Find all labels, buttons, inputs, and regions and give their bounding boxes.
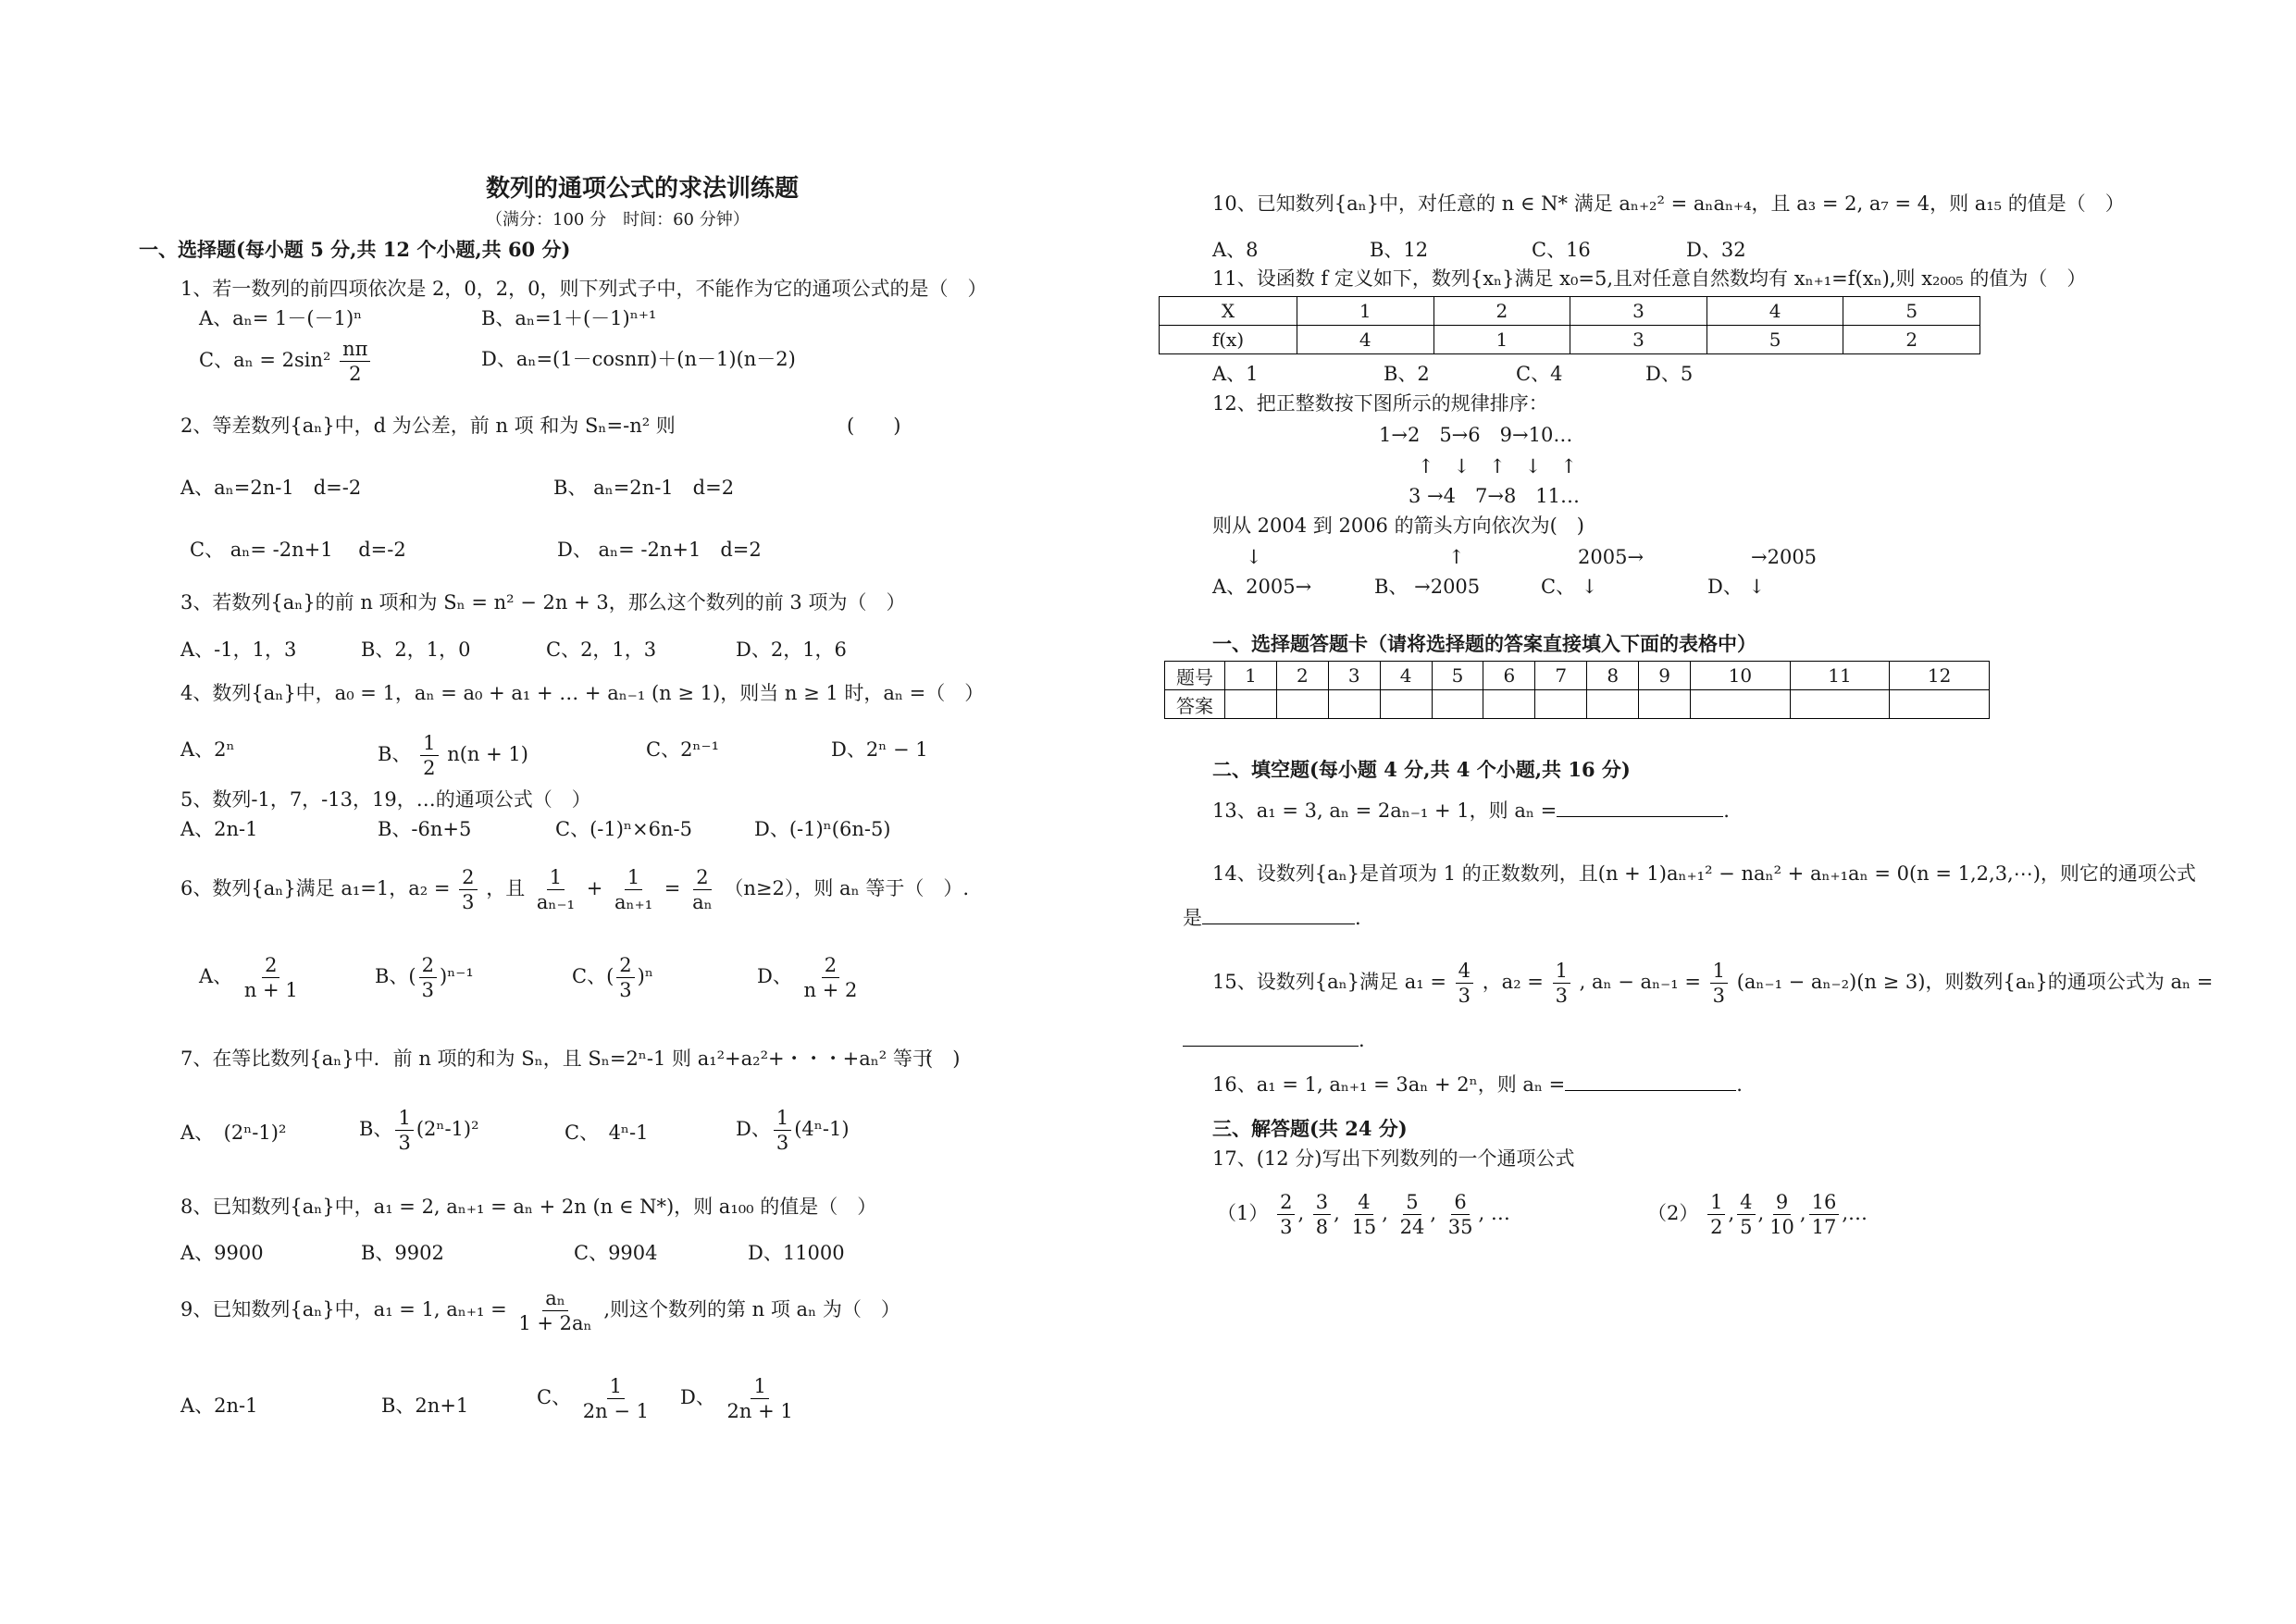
answer-cell-8[interactable] xyxy=(1587,690,1639,719)
answer-cell-2[interactable] xyxy=(1276,690,1328,719)
q17-p1-ellipsis: … xyxy=(1490,1202,1510,1224)
table-cell: 7 xyxy=(1535,662,1587,690)
q7-option-b-text: (2ⁿ-1)² xyxy=(416,1118,479,1140)
q6-stem-post: （n≥2），则 aₙ 等于（ ）. xyxy=(724,877,970,899)
table-cell: 6 xyxy=(1483,662,1535,690)
q4-option-b-fraction: $\frac{1}{2}$ xyxy=(420,731,438,780)
q2-option-c: C、 aₙ= -2n+1 d=-2 xyxy=(190,539,406,561)
q15-a1-fraction: $\frac{4}{3}$ xyxy=(1456,959,1473,1008)
q6-option-a xyxy=(199,953,304,1002)
q16 xyxy=(1212,1072,1743,1097)
q2-paren: ( ) xyxy=(847,415,901,437)
q7-option-d-label: D、 xyxy=(736,1118,771,1140)
table-cell: 10 xyxy=(1691,662,1791,690)
answer-cell-9[interactable] xyxy=(1639,690,1691,719)
q16-answer-blank[interactable] xyxy=(1565,1072,1736,1091)
q9-option-c xyxy=(537,1374,654,1423)
q15-k-fraction: $\frac{1}{3}$ xyxy=(1710,959,1728,1008)
q9-option-d-fraction: $\frac{1}{2n + 1}$ xyxy=(726,1375,793,1422)
q11-option-a: A、1 xyxy=(1212,363,1259,385)
q2-option-b: B、 aₙ=2n-1 d=2 xyxy=(553,477,735,499)
table-cell: 2 xyxy=(1843,326,1980,354)
q6-option-c-label: C、( xyxy=(572,965,614,987)
answer-cell-7[interactable] xyxy=(1535,690,1587,719)
q9-option-b: B、2n+1 xyxy=(381,1395,469,1417)
q6-option-d xyxy=(757,953,863,1002)
section-fill-heading: 二、填空题(每小题 4 分,共 4 个小题,共 16 分) xyxy=(1212,758,1631,781)
q4-option-d: D、2ⁿ − 1 xyxy=(831,738,928,761)
table-row xyxy=(1165,662,1990,690)
q12-question: 则从 2004 到 2006 的箭头方向依次为( ) xyxy=(1212,514,1584,537)
q5-option-a: A、2n-1 xyxy=(180,818,258,840)
q12-pattern-arrows: ↑ ↓ ↑ ↓ ↑ xyxy=(1418,455,1577,477)
answer-cell-10[interactable] xyxy=(1691,690,1791,719)
q6-option-d-fraction: $\frac{2}{n + 2}$ xyxy=(803,954,858,1001)
q9-fraction: $\frac{\text{aₙ}}{\text{1 + 2aₙ}}$ xyxy=(518,1287,592,1334)
q3-option-d: D、2，1，6 xyxy=(736,638,847,661)
q17-p2-term-2: $\frac{4}{5}$ xyxy=(1737,1190,1755,1239)
table-cell: 4 xyxy=(1706,297,1843,326)
table-row xyxy=(1165,690,1990,719)
q7-paren: ( ) xyxy=(925,1048,961,1070)
table-cell: 5 xyxy=(1706,326,1843,354)
table-cell: 3 xyxy=(1328,662,1380,690)
q11-option-c: C、4 xyxy=(1516,363,1563,385)
table-cell: 8 xyxy=(1587,662,1639,690)
q6-fraction-2: $\frac{1}{\text{aₙ₊₁}}$ xyxy=(614,866,653,913)
q5-option-b: B、-6n+5 xyxy=(378,818,472,840)
q1-option-d: D、aₙ=(1－cosnπ)＋(n－1)(n－2) xyxy=(481,348,796,370)
q17-stem: 17、(12 分)写出下列数列的一个通项公式 xyxy=(1212,1147,1575,1170)
q11-stem: 11、设函数 f 定义如下，数列{xₙ}满足 x₀=5,且对任意自然数均有 xₙ₊₁=f(xₙ),则 x₂₀₀₅ 的值为（ ） xyxy=(1212,267,2087,290)
q14-answer-blank[interactable] xyxy=(1202,905,1355,924)
q7-stem: 7、在等比数列{aₙ}中．前 n 项的和为 Sₙ，且 Sₙ=2ⁿ-1 则 a₁²+a₂²+・・・+aₙ² 等于 xyxy=(180,1048,932,1070)
q12-option-c-arrow: 2005→ xyxy=(1578,546,1644,568)
q12-option-d: D、 ↓ xyxy=(1707,576,1766,598)
page-subtitle: （满分：100 分 时间：60 分钟） xyxy=(486,210,750,229)
q17-p1-term-5: $\frac{6}{35}$ xyxy=(1447,1191,1473,1238)
q17-p1-term-2: $\frac{3}{8}$ xyxy=(1313,1190,1331,1239)
q13-text: 13、a₁ = 3, aₙ = 2aₙ₋₁ + 1，则 aₙ = xyxy=(1212,800,1558,822)
q6-stem-mid: ，且 xyxy=(486,877,526,899)
q15-post: (aₙ₋₁ − aₙ₋₂)(n ≥ 3)，则数列{aₙ}的通项公式为 aₙ = xyxy=(1736,971,2214,993)
q1-option-c-fraction: $\frac{n\pi}{2}$ xyxy=(340,337,370,386)
q6-equals: = xyxy=(664,877,681,899)
q17-part-2-label: （2） xyxy=(1647,1202,1699,1224)
q6-option-c-fraction: $\frac{2}{3}$ xyxy=(616,953,634,1002)
q6-stem xyxy=(180,865,969,914)
q7-option-b-label: B、 xyxy=(359,1118,393,1140)
q6-option-a-label: A、 xyxy=(199,965,233,987)
q10-option-d: D、32 xyxy=(1686,239,1746,261)
q7-option-b-fraction: $\frac{1}{3}$ xyxy=(395,1106,413,1155)
table-cell: 1 xyxy=(1225,662,1277,690)
q8-stem: 8、已知数列{aₙ}中，a₁ = 2, aₙ₊₁ = aₙ + 2n (n ∈ N*)，则 a₁₀₀ 的值是（ ） xyxy=(180,1196,877,1218)
q12-option-c: C、 ↓ xyxy=(1541,576,1598,598)
q9-stem-text: 9、已知数列{aₙ}中，a₁ = 1, aₙ₊₁ = xyxy=(180,1298,507,1320)
table-row xyxy=(1160,297,1980,326)
q14-end: . xyxy=(1355,907,1361,929)
answer-cell-5[interactable] xyxy=(1432,690,1483,719)
q12-option-b-arrow: ↑ xyxy=(1448,546,1465,568)
q12-option-a-arrow: ↓ xyxy=(1246,546,1262,568)
q10-option-b: B、12 xyxy=(1370,239,1429,261)
q9-option-a: A、2n-1 xyxy=(180,1395,258,1417)
q6-fraction-1: $\frac{1}{\text{aₙ₋₁}}$ xyxy=(536,866,576,913)
q1-option-c-text: C、aₙ = 2sin² xyxy=(199,349,331,371)
q1-stem: 1、若一数列的前四项依次是 2，0，2，0，则下列式子中，不能作为它的通项公式的是（ ） xyxy=(180,278,987,300)
q15-stem xyxy=(1212,959,2213,1008)
table-cell: 12 xyxy=(1890,662,1990,690)
answer-card-header-label: 题号 xyxy=(1165,662,1225,690)
q7-option-d-text: (4ⁿ-1) xyxy=(794,1118,850,1140)
q15-end: . xyxy=(1359,1029,1365,1051)
table-cell: f(x) xyxy=(1160,326,1297,354)
q12-stem: 12、把正整数按下图所示的规律排序： xyxy=(1212,392,1548,415)
q14-stem: 14、设数列{aₙ}是首项为 1 的正数数列，且(n + 1)aₙ₊₁² − naₙ² + aₙ₊₁aₙ = 0(n = 1,2,3,⋯)，则它的通项公式 xyxy=(1212,862,2196,885)
q7-option-d xyxy=(736,1106,850,1155)
q6-stem-text: 6、数列{aₙ}满足 a₁=1，a₂ = xyxy=(180,877,451,899)
q15-answer-blank[interactable] xyxy=(1183,1027,1359,1047)
table-cell: X xyxy=(1160,297,1297,326)
q4-option-c: C、2ⁿ⁻¹ xyxy=(646,738,720,761)
page-title: 数列的通项公式的求法训练题 xyxy=(486,175,800,203)
answer-cell-6[interactable] xyxy=(1483,690,1535,719)
q7-option-a: A、 (2ⁿ-1)² xyxy=(180,1122,287,1144)
q17-p1-term-1: $\frac{2}{3}$ xyxy=(1277,1190,1295,1239)
table-cell: 1 xyxy=(1297,297,1434,326)
q4-option-b-label: B、 xyxy=(378,743,412,765)
q16-text: 16、a₁ = 1, aₙ₊₁ = 3aₙ + 2ⁿ，则 aₙ = xyxy=(1212,1073,1566,1096)
q1-option-b: B、aₙ=1＋(－1)ⁿ⁺¹ xyxy=(481,307,657,329)
q6-option-b-label: B、( xyxy=(375,965,416,987)
q3-option-c: C、2，1，3 xyxy=(546,638,657,661)
q4-option-b-text: n(n + 1) xyxy=(447,743,528,765)
table-cell: 9 xyxy=(1639,662,1691,690)
q9-option-d xyxy=(680,1374,799,1423)
q14-cont-text: 是 xyxy=(1183,907,1202,929)
table-cell: 4 xyxy=(1297,326,1434,354)
q12-option-d-arrow: →2005 xyxy=(1751,546,1818,568)
q12-option-b: B、 →2005 xyxy=(1374,576,1481,598)
q4-option-a: A、2ⁿ xyxy=(180,738,235,761)
q9-option-c-fraction: $\frac{1}{2n - 1}$ xyxy=(582,1375,649,1422)
q1-option-c xyxy=(199,337,373,386)
table-cell: 5 xyxy=(1432,662,1483,690)
q7-option-b xyxy=(359,1106,479,1155)
q3-stem: 3、若数列{aₙ}的前 n 项和为 Sₙ = n² − 2n + 3，那么这个数列的前 3 项为（ ） xyxy=(180,591,906,614)
q6-option-d-label: D、 xyxy=(757,965,792,987)
q9-stem xyxy=(180,1286,900,1335)
q13 xyxy=(1212,798,1730,824)
section-solve-heading: 三、解答题(共 24 分) xyxy=(1212,1117,1408,1140)
q8-option-d: D、11000 xyxy=(748,1242,845,1264)
q2-option-a: A、aₙ=2n-1 d=-2 xyxy=(180,477,362,499)
q2-stem: 2、等差数列{aₙ}中，d 为公差，前 n 项 和为 Sₙ=-n² 则 xyxy=(180,415,676,437)
q16-end: . xyxy=(1736,1073,1743,1096)
q13-answer-blank[interactable] xyxy=(1557,798,1723,817)
q4-stem: 4、数列{aₙ}中，a₀ = 1，aₙ = a₀ + a₁ + … + aₙ₋₁ (n ≥ 1)，则当 n ≥ 1 时，aₙ =（ ） xyxy=(180,682,985,704)
q6-option-b-fraction: $\frac{2}{3}$ xyxy=(419,953,437,1002)
q12-option-a: A、2005→ xyxy=(1212,576,1312,598)
table-cell: 3 xyxy=(1570,326,1707,354)
answer-cell-11[interactable] xyxy=(1790,690,1890,719)
q6-option-c-exponent: )ⁿ xyxy=(637,965,653,987)
q1-option-a: A、aₙ= 1－(－1)ⁿ xyxy=(199,307,363,329)
q17-p1-term-3: $\frac{4}{15}$ xyxy=(1351,1191,1377,1238)
table-cell: 1 xyxy=(1433,326,1570,354)
q6-option-b-exponent: )ⁿ⁻¹ xyxy=(440,965,474,987)
q6-option-a-fraction: $\frac{2}{n + 1}$ xyxy=(243,954,298,1001)
q17-p2-ellipsis: ,… xyxy=(1842,1202,1868,1224)
answer-cell-4[interactable] xyxy=(1380,690,1432,719)
q3-option-b: B、2，1，0 xyxy=(361,638,471,661)
section-choice-heading: 一、选择题(每小题 5 分,共 12 个小题,共 60 分) xyxy=(139,238,571,261)
q3-option-a: A、-1，1，3 xyxy=(180,638,297,661)
q4-option-b xyxy=(378,731,528,780)
q8-option-a: A、9900 xyxy=(180,1242,264,1264)
q14-cont xyxy=(1183,905,1361,931)
q17-p1-term-4: $\frac{5}{24}$ xyxy=(1399,1191,1425,1238)
q17-part-1-label: （1） xyxy=(1217,1202,1269,1224)
q10-option-a: A、8 xyxy=(1212,239,1259,261)
q17-part-1: （1） $\frac{2}{3}$ , $\frac{3}{8}$ , $\frac{4}{15}$ , $\frac{5}{24}$ , $\frac{6}{35}$ , … xyxy=(1217,1191,1510,1238)
q9-option-c-label: C、 xyxy=(537,1386,572,1408)
table-cell: 11 xyxy=(1790,662,1890,690)
q2-option-d: D、 aₙ= -2n+1 d=2 xyxy=(557,539,762,561)
table-cell: 2 xyxy=(1433,297,1570,326)
q9-option-d-label: D、 xyxy=(680,1386,715,1408)
table-cell: 2 xyxy=(1276,662,1328,690)
q17-p2-term-3: $\frac{9}{10}$ xyxy=(1769,1191,1794,1238)
q10-option-c: C、16 xyxy=(1532,239,1591,261)
q10-stem: 10、已知数列{aₙ}中，对任意的 n ∈ N* 满足 aₙ₊₂² = aₙaₙ₊₄，且 a₃ = 2, a₇ = 4，则 a₁₅ 的值是（ ） xyxy=(1212,192,2125,215)
q11-option-b: B、2 xyxy=(1384,363,1430,385)
q9-stem-post: ,则这个数列的第 n 项 aₙ 为（ ） xyxy=(603,1298,900,1320)
q17-p2-term-1: $\frac{1}{2}$ xyxy=(1707,1190,1725,1239)
q7-option-d-fraction: $\frac{1}{3}$ xyxy=(774,1106,791,1155)
answer-card-table xyxy=(1164,661,1990,719)
q12-pattern-row-1: 1→2 5→6 9→10… xyxy=(1379,424,1573,446)
q11-function-table xyxy=(1159,296,1980,354)
q15-text: 15、设数列{aₙ}满足 a₁ = xyxy=(1212,971,1446,993)
q11-option-d: D、5 xyxy=(1645,363,1694,385)
q8-option-b: B、9902 xyxy=(361,1242,444,1264)
table-cell: 4 xyxy=(1380,662,1432,690)
q15-mid-2: , aₙ − aₙ₋₁ = xyxy=(1579,971,1701,993)
q17-p2-term-4: $\frac{16}{17}$ xyxy=(1809,1190,1840,1239)
q15-cont xyxy=(1183,1027,1365,1053)
q15-mid-1: ，a₂ = xyxy=(1482,971,1544,993)
q13-end: . xyxy=(1723,800,1730,822)
q5-option-c: C、(-1)ⁿ×6n-5 xyxy=(555,818,692,840)
q15-a2-fraction: $\frac{1}{3}$ xyxy=(1553,959,1570,1008)
answer-cell-12[interactable] xyxy=(1890,690,1990,719)
q6-option-b xyxy=(375,953,474,1002)
q6-a2-fraction: $\frac{2}{3}$ xyxy=(459,865,477,914)
table-cell: 5 xyxy=(1843,297,1980,326)
q5-option-d: D、(-1)ⁿ(6n-5) xyxy=(754,818,891,840)
q7-option-c: C、 4ⁿ-1 xyxy=(565,1122,649,1144)
answer-cell-1[interactable] xyxy=(1225,690,1277,719)
q17-part-2: （2） $\frac{1}{2}$ , $\frac{4}{5}$ , $\frac{9}{10}$ , $\frac{16}{17}$ ,… xyxy=(1647,1191,1868,1238)
q6-option-c xyxy=(572,953,653,1002)
table-cell: 3 xyxy=(1570,297,1707,326)
answer-card-title: 一、选择题答题卡（请将选择题的答案直接填入下面的表格中） xyxy=(1212,632,1756,655)
answer-cell-3[interactable] xyxy=(1328,690,1380,719)
q6-fraction-3: $\frac{2}{\text{aₙ}}$ xyxy=(692,866,713,913)
answer-card-answer-label: 答案 xyxy=(1165,690,1225,719)
table-row xyxy=(1160,326,1980,354)
q8-option-c: C、9904 xyxy=(574,1242,658,1264)
q12-pattern-row-2: 3 →4 7→8 11… xyxy=(1409,485,1581,507)
q6-plus: + xyxy=(586,877,603,899)
q5-stem: 5、数列-1，7，-13，19，…的通项公式（ ） xyxy=(180,788,591,811)
